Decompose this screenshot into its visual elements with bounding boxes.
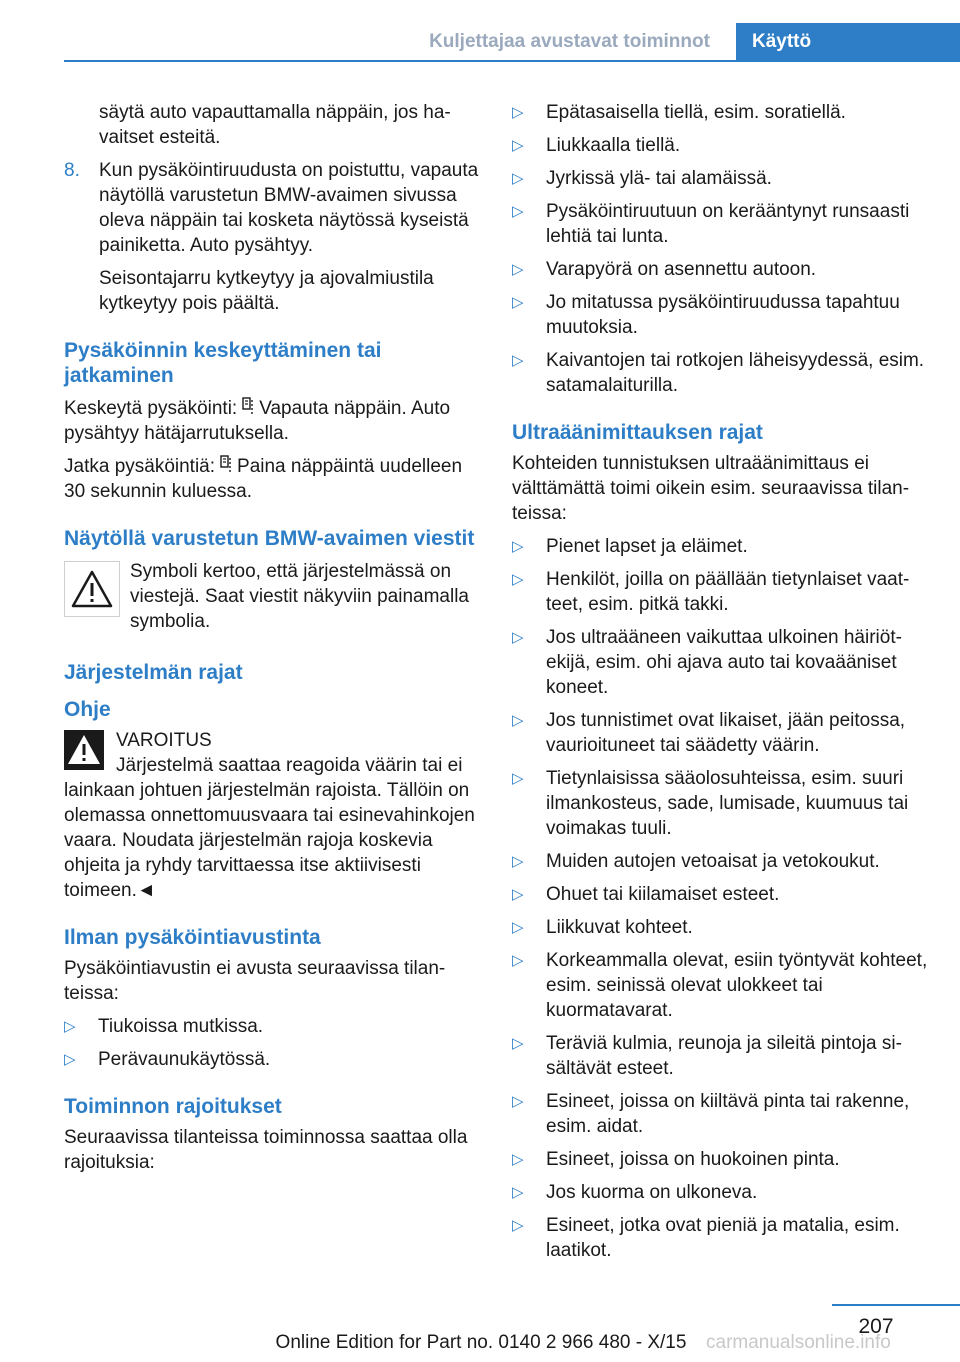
list-item-text: Esineet, jotka ovat pieniä ja matalia, esim. laatikot.: [546, 1215, 900, 1261]
warning-triangle-icon: [64, 561, 120, 617]
step-item-8: [64, 158, 480, 258]
list-item: [512, 1180, 928, 1205]
list-item: [512, 766, 928, 841]
list-item: [512, 882, 928, 907]
watermark-text: carmanualsonline.info: [706, 1332, 891, 1353]
left-column: [64, 100, 480, 1175]
list-item-text: Esineet, joissa on kiiltävä pinta tai rakenne, esim. aidat.: [546, 1091, 910, 1137]
continued-step-text: säytä auto vapauttamalla näppäin, jos havaitset esteitä.: [99, 102, 451, 148]
list-item: [512, 1031, 928, 1081]
list-item-text: Teräviä kulmia, reunoja ja sileitä pintoja sisältävät esteet.: [546, 1033, 902, 1079]
list-item: [512, 133, 928, 158]
list-item: [512, 199, 928, 249]
list-item-text: Korkeammalla olevat, esiin työntyvät kohteet, esim. seinissä olevat ulokkeet tai kuormatavarat.: [546, 950, 928, 1021]
bullet-triangle-icon: ▷: [64, 1051, 76, 1068]
key-button-icon: [219, 455, 233, 475]
list-item: [512, 948, 928, 1023]
step-number: 8.: [64, 160, 80, 181]
list-item: [512, 100, 928, 125]
bullet-triangle-icon: ▷: [512, 886, 524, 903]
bullet-triangle-icon: ▷: [64, 1018, 76, 1035]
list-item-text: Esineet, joissa on huokoinen pinta.: [546, 1149, 840, 1170]
list-item: [512, 166, 928, 191]
list-item-text: Kaivantojen tai rotkojen läheisyydessä, esim. satamalaiturilla.: [546, 350, 925, 396]
list-item-text: Jos kuorma on ulkoneva.: [546, 1182, 758, 1203]
heading-limits: Järjestelmän rajat: [64, 661, 243, 684]
bullet-triangle-icon: ▷: [512, 1151, 524, 1168]
list-item-text: Jyrkissä ylä- tai alamäissä.: [546, 168, 772, 189]
list-item: [512, 625, 928, 700]
key-button-icon: [241, 397, 255, 417]
header-rule: [64, 60, 960, 62]
bullet-triangle-icon: ▷: [512, 712, 524, 729]
without-list: [64, 1014, 480, 1072]
edition-text: Online Edition for Part no. 0140 2 966 480 - X/15: [275, 1332, 687, 1353]
messages-row: [64, 559, 480, 634]
restrictions-text: Seuraavissa tilanteissa toiminnossa saattaa olla rajoituksia:: [64, 1127, 468, 1173]
list-item: [512, 567, 928, 617]
ultrasonic-list: [512, 534, 928, 1263]
bullet-triangle-icon: ▷: [512, 571, 524, 588]
heading-messages: Näytöllä varustetun BMW-avaimen viestit: [64, 527, 475, 550]
list-item-text: Tietynlaisissa sääolosuhteissa, esim. suuri ilmankosteus, sade, lumisade, kuumuus tai voimakas tuuli.: [546, 768, 909, 839]
heading-note: Ohje: [64, 698, 111, 721]
bullet-triangle-icon: ▷: [512, 952, 524, 969]
list-item-text: Liikkuvat kohteet.: [546, 917, 693, 938]
list-item-text: Epätasaisella tiellä, esim. soratiellä.: [546, 102, 846, 123]
bullet-triangle-icon: ▷: [512, 104, 524, 121]
bullet-triangle-icon: ▷: [512, 629, 524, 646]
header-chapter-tab: Käyttö: [736, 23, 960, 60]
header-section-title: Kuljettajaa avustavat toiminnot: [429, 30, 710, 52]
warning-icon: [64, 730, 104, 770]
bullet-triangle-icon: ▷: [512, 1217, 524, 1234]
bullet-triangle-icon: ▷: [512, 137, 524, 154]
bullet-triangle-icon: ▷: [512, 261, 524, 278]
list-item-text: Jos tunnistimet ovat likaiset, jään peitossa, vaurioituneet tai säädetty väärin.: [546, 710, 906, 756]
messages-text: Symboli kertoo, että järjestelmässä on viestejä. Saat viestit näkyviin painamalla symbolia.: [130, 561, 470, 632]
list-item: [512, 534, 928, 559]
bullet-triangle-icon: ▷: [512, 1035, 524, 1052]
heading-without-assistant: Ilman pysäköintiavustinta: [64, 926, 321, 949]
list-item: [512, 1089, 928, 1139]
ultrasonic-text: Kohteiden tunnistuksen ultraäänimittaus ei välttämättä toimi oikein esim. seuraavissa tilanteissa:: [512, 453, 910, 524]
continue-description: Paina näppäintä uudelleen 30 sekunnin kuluessa.: [64, 456, 463, 502]
list-item-text: Perävaunukäytössä.: [98, 1049, 271, 1070]
list-item: [512, 849, 928, 874]
interrupt-description: Vapauta näppäin. Auto pysähtyy hätäjarrutuksella.: [64, 398, 451, 444]
right-column: [512, 100, 928, 1271]
list-item-text: Varapyörä on asennettu autoon.: [546, 259, 817, 280]
bullet-triangle-icon: ▷: [512, 1093, 524, 1110]
list-item-text: Tiukoissa mutkissa.: [98, 1016, 264, 1037]
list-item: [512, 915, 928, 940]
bullet-triangle-icon: ▷: [512, 170, 524, 187]
list-item-text: Muiden autojen vetoaisat ja vetokoukut.: [546, 851, 880, 872]
warning-title: VAROITUS: [116, 730, 212, 751]
list-item-text: Henkilöt, joilla on päällään tietynlaiset vaatteet, esim. pitkä takki.: [546, 569, 910, 615]
warning-block: [64, 728, 480, 903]
list-item-text: Jos ultraääneen vaikuttaa ulkoinen häiriötekijä, esim. ohi ajava auto tai kovaääniset koneet.: [546, 627, 902, 698]
heading-interrupt: Pysäköinnin keskeyttäminen tai jatkaminen: [64, 339, 382, 387]
bullet-triangle-icon: ▷: [512, 538, 524, 555]
bullet-triangle-icon: ▷: [512, 294, 524, 311]
list-item: [512, 1147, 928, 1172]
interrupt-text: [64, 396, 480, 446]
restrictions-list: [512, 100, 928, 398]
footer-rule: [832, 1304, 960, 1306]
page-number: 207: [858, 1315, 894, 1338]
continue-text: [64, 454, 480, 504]
list-item-text: Ohuet tai kiilamaiset esteet.: [546, 884, 780, 905]
list-item: [512, 290, 928, 340]
bullet-triangle-icon: ▷: [512, 203, 524, 220]
list-item-text: Pysäköintiruutuun on kerääntynyt runsaasti lehtiä tai lunta.: [546, 201, 910, 247]
list-item-text: Liukkaalla tiellä.: [546, 135, 681, 156]
bullet-triangle-icon: ▷: [512, 352, 524, 369]
list-item: [512, 257, 928, 282]
step-note: Seisontajarru kytkeytyy ja ajovalmiustila kytkeytyy pois päältä.: [99, 268, 434, 314]
bullet-triangle-icon: ▷: [512, 770, 524, 787]
list-item: [512, 348, 928, 398]
bullet-triangle-icon: ▷: [512, 1184, 524, 1201]
continue-label: Jatka pysäköintiä:: [64, 456, 216, 477]
bullet-triangle-icon: ▷: [512, 853, 524, 870]
heading-ultrasonic: Ultraäänimittauksen rajat: [512, 421, 763, 444]
interrupt-label: Keskeytä pysäköinti:: [64, 398, 238, 419]
list-item: [512, 1213, 928, 1263]
list-item-text: Pienet lapset ja eläimet.: [546, 536, 748, 557]
list-item: [64, 1047, 480, 1072]
warning-text: Järjestelmä saattaa reagoida väärin tai ei lainkaan johtuen järjestelmän rajoista. Tällöin on olemassa onnettomuusvaara tai esinevahinkojen vaara. Noudata järjestelmän rajoja koskevia ohjeita ja ryhdy tarvittaessa itse aktiivisesti toimeen.◄: [64, 755, 475, 901]
heading-restrictions: Toiminnon rajoitukset: [64, 1095, 282, 1118]
step-text: Kun pysäköintiruudusta on poistuttu, vapauta näytöllä varustetun BMW-avaimen sivussa oleva näppäin tai kosketa näytössä kyseistä painiketta. Auto pysähtyy.: [99, 160, 479, 256]
list-item: [512, 708, 928, 758]
without-text: Pysäköintiavustin ei avusta seuraavissa tilanteissa:: [64, 958, 446, 1004]
list-item: [64, 1014, 480, 1039]
bullet-triangle-icon: ▷: [512, 919, 524, 936]
list-item-text: Jo mitatussa pysäköintiruudussa tapahtuu muutoksia.: [546, 292, 900, 338]
